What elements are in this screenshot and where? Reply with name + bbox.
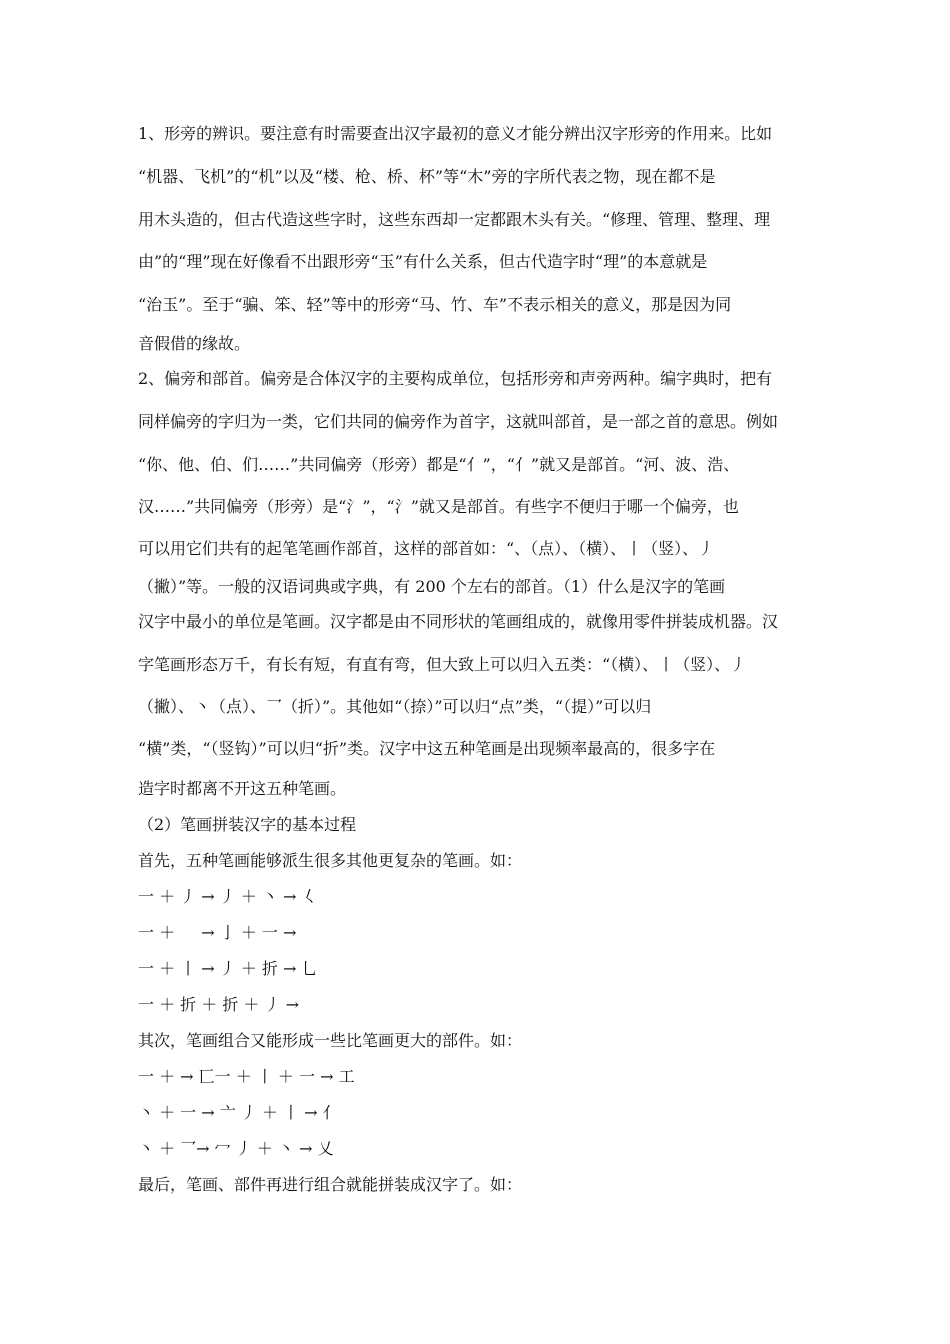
text-line: 字笔画形态万千，有长有短，有直有弯，但大致上可以归入五类：“（横）、丨（竖）、丿	[138, 655, 747, 674]
text-line: “治玉”。至于“骗、笨、轻”等中的形旁“马、竹、车”不表示相关的意义，那是因为同	[138, 295, 732, 314]
text-line: （撇）、丶（点）、乛（折）”。其他如“（捺）”可以归“点”类，“（提）”可以归	[138, 697, 652, 716]
text-line: 汉字中最小的单位是笔画。汉字都是由不同形状的笔画组成的，就像用零件拼装成机器。汉	[138, 612, 779, 631]
text-line: 一 ＋ 丿 → 丿 ＋ 丶 → 𡿨	[138, 887, 318, 906]
text-line: 一 ＋ 丨 → 丿 ＋ 折 → 乚	[138, 959, 318, 978]
text-line: 丶 ＋ 乛→ 冖 丿 ＋ 丶 → 乂	[138, 1139, 334, 1158]
text-line: “横”类，“（竖钩）”可以归“折”类。汉字中这五种笔画是出现频率最高的，很多字在	[138, 739, 716, 758]
text-line: 音假借的缘故。	[138, 334, 251, 353]
text-line: 1、形旁的辨识。要注意有时需要查出汉字最初的意义才能分辨出汉字形旁的作用来。比如	[138, 124, 773, 143]
text-line: 由”的“理”现在好像看不出跟形旁“玉”有什么关系，但古代造字时“理”的本意就是	[138, 252, 708, 271]
text-line: 首先，五种笔画能够派生很多其他更复杂的笔画。如：	[138, 851, 523, 870]
text-line: 用木头造的，但古代造这些字时，这些东西却一定都跟木头有关。“修理、管理、整理、理	[138, 210, 771, 229]
text-line: 丶 ＋ 一 → 亠 丿 ＋ 丨 → 亻	[138, 1103, 339, 1122]
text-line: 可以用它们共有的起笔笔画作部首，这样的部首如：“、（点）、（横）、丨（竖）、丿	[138, 539, 715, 558]
text-line: 一 ＋ → 亅 ＋ 一 →	[138, 923, 297, 942]
text-line: “机器、飞机”的“机”以及“楼、枪、桥、杯”等“木”旁的字所代表之物，现在都不是	[138, 167, 716, 186]
text-line: 一 ＋ → 匸一 ＋ 丨 ＋ 一 → 工	[138, 1067, 355, 1086]
text-line: （撇）”等。一般的汉语词典或字典，有 200 个左右的部首。（1）什么是汉字的笔画	[138, 577, 726, 596]
text-line: 造字时都离不开这五种笔画。	[138, 779, 347, 798]
text-line: 其次，笔画组合又能形成一些比笔画更大的部件。如：	[138, 1031, 523, 1050]
text-line: （2）笔画拼装汉字的基本过程	[138, 815, 357, 834]
text-line: “你、他、伯、们……”共同偏旁（形旁）都是“亻”，“亻”就又是部首。“河、波、浩、	[138, 455, 740, 474]
text-line: 2、偏旁和部首。偏旁是合体汉字的主要构成单位，包括形旁和声旁两种。编字典时，把有	[138, 369, 773, 388]
text-line: 汉……”共同偏旁（形旁）是“氵”，“氵”就又是部首。有些字不便归于哪一个偏旁，也	[138, 497, 739, 516]
text-line: 最后，笔画、部件再进行组合就能拼装成汉字了。如：	[138, 1175, 523, 1194]
text-line: 一 ＋ 折 ＋ 折 ＋ 丿 →	[138, 995, 300, 1014]
text-line: 同样偏旁的字归为一类，它们共同的偏旁作为首字，这就叫部首，是一部之首的意思。例如	[138, 412, 779, 431]
